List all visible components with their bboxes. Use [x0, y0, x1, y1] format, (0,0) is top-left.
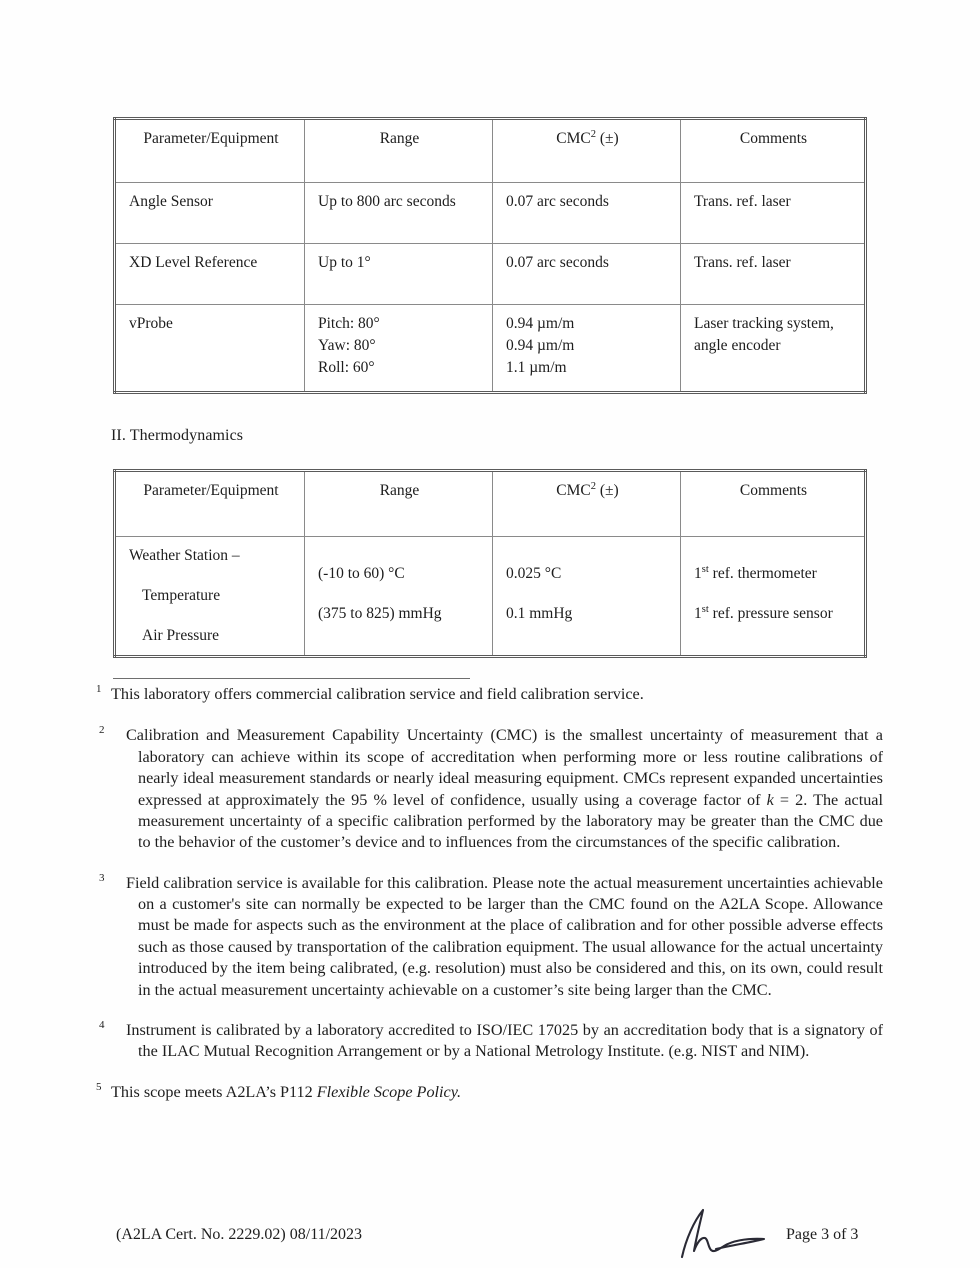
comment-line: Trans. ref. laser [694, 193, 791, 210]
cell-range [305, 305, 493, 393]
cell-cmc [493, 537, 681, 657]
page-footer [0, 1218, 980, 1258]
footnote-2-italic-k: k [766, 790, 774, 809]
certificate-reference: (A2LA Cert. No. 2229.02) 08/11/2023 [116, 1226, 363, 1243]
cmc-line: 0.025 °C [506, 565, 562, 582]
cell-range [305, 183, 493, 244]
footnote-1: 1 This laboratory offers commercial calibration service and field calibration service. [96, 683, 644, 703]
table-row [115, 244, 866, 305]
range-spacer [318, 546, 481, 564]
footnote-separator-rule [113, 678, 470, 679]
range-line: (375 to 825) mmHg [318, 605, 442, 623]
header-comments: Comments [681, 119, 866, 183]
footnotes-section [96, 683, 883, 1103]
cell-range [305, 244, 493, 305]
range-line: Yaw: 80° [318, 337, 376, 355]
footnote-2: 2 Calibration and Measurement Capability Uncertainty (CMC) is the smallest uncertainty of measurement that a laboratory can achieve within its scope of accreditation when performing more or less routine calibrations of nearly ideal measurement standards or nearly ideal measuring equipment. CMCs represent expanded uncertainties expressed at approximately the 95 % level of confidence, usually using a coverage factor of k = 2. The actual measurement uncertainty of a specific calibration performed by the laboratory may be greater than the CMC due to the behavior of the customer’s device and to influences from the circumstances of the specific calibration. [99, 724, 883, 852]
header-cmc-base: CMC [556, 130, 591, 147]
comment-text: ref. pressure sensor [708, 605, 833, 623]
cmc-line: 0.07 arc seconds [506, 254, 609, 271]
cell-comments [681, 183, 866, 244]
header-cmc-tail: (±) [596, 130, 619, 147]
cell-parameter [115, 537, 305, 657]
footnote-3: 3 Field calibration service is available for this calibration. Please note the actual measurement uncertainties achievable on a customer's site can normally be expected to be larger than the CMC found on the A2LA Scope. Allowance must be made for aspects such as the environment at the place of calibration and for other possible adverse effects such as those caused by transportation of the calibration equipment. The usual allowance for the actual uncertainty introduced by the item being calibrated, (e.g. resolution) must also be considered and this, on its own, could result in the actual measurement uncertainty achievable on a customer’s site being larger than the CMC. [99, 871, 883, 999]
header-parameter-equipment: Parameter/Equipment [115, 471, 305, 537]
cell-parameter: vProbe [115, 305, 305, 393]
cmc-line: 0.1 mmHg [506, 605, 573, 623]
header-cmc [493, 119, 681, 183]
comment-ordinal-number: 1 [694, 605, 702, 623]
comment-line [694, 604, 853, 624]
mechanical-scope-table [113, 117, 867, 394]
footnote-4: 4 Instrument is calibrated by a laboratory accredited to ISO/IEC 17025 by an accreditation body that is a signatory of the ILAC Mutual Recognition Arrangement or by a National Metrology Institute. (e.g. NIST and NIM). [99, 1018, 883, 1061]
header-comments: Comments [681, 471, 866, 537]
cell-comments [681, 244, 866, 305]
cell-parameter: XD Level Reference [115, 244, 305, 305]
cmc-spacer [506, 546, 669, 564]
comment-ordinal-suffix: st [701, 563, 709, 575]
weather-station-group-title: Weather Station – [129, 547, 240, 564]
cell-cmc [493, 183, 681, 244]
header-cmc-tail: (±) [596, 482, 619, 499]
page-number: Page 3 of 3 [786, 1226, 859, 1243]
table-row [115, 537, 866, 657]
comment-line: angle encoder [694, 337, 781, 355]
cell-cmc [493, 305, 681, 393]
weather-station-subitem-air-pressure: Air Pressure [142, 627, 220, 645]
footnote-4-text: Instrument is calibrated by a laboratory accredited to ISO/IEC 17025 by an accreditation body that is a signatory of the ILAC Mutual Recognition Arrangement or by a National Metrology Institute. (e.g. NIST and NIM). [126, 1020, 883, 1061]
table-header-row [115, 471, 866, 537]
header-cmc [493, 471, 681, 537]
comment-line [694, 564, 853, 584]
cell-parameter: Angle Sensor [115, 183, 305, 244]
header-cmc-superscript: 2 [590, 480, 596, 492]
comment-ordinal-number: 1 [694, 565, 702, 582]
footnote-2-text-part-a: Calibration and Measurement Capability Uncertainty (CMC) is the smallest uncertainty of measurement that a laboratory can achieve within its scope of accreditation when performing more or less routine calibrations of nearly ideal measurement standards or nearly ideal measuring equipment. CMCs represent expanded uncertainties expressed at approximately the 95 % level of confidence, usually using a coverage factor of [126, 726, 883, 809]
range-line: Roll: 60° [318, 359, 375, 377]
cell-cmc [493, 244, 681, 305]
cell-range [305, 537, 493, 657]
header-parameter-equipment: Parameter/Equipment [115, 119, 305, 183]
footnote-3-text: Field calibration service is available for this calibration. Please note the actual measurement uncertainties achievable on a customer's site can normally be expected to be larger than the CMC found on the A2LA Scope. Allowance must be made for aspects such as the environment at the place of calibration and for other possible adverse effects such as those caused by transportation of the calibration equipment. The usual allowance for the actual uncertainty introduced by the item being calibrated, (e.g. resolution) must also be considered and this, on its own, could result in the actual measurement uncertainty achievable on a customer’s site being larger than the CMC. [126, 873, 883, 999]
header-cmc-superscript: 2 [590, 128, 596, 140]
cell-comments [681, 305, 866, 393]
header-cmc-base: CMC [556, 482, 591, 499]
comments-spacer [694, 546, 853, 564]
cmc-line: 1.1 µm/m [506, 359, 567, 377]
range-line: Up to 1° [318, 254, 371, 271]
table-row [115, 183, 866, 244]
thermodynamics-scope-table [113, 469, 867, 658]
cell-comments [681, 537, 866, 657]
footnote-2-text-part-b: = 2. The actual measurement uncertainty of a specific calibration performed by the laboratory may be greater than the CMC due to the behavior of the customer’s device and to influences from the circumstances of the specific calibration. [138, 790, 883, 852]
range-line: (-10 to 60) °C [318, 565, 405, 582]
weather-station-subitem-temperature: Temperature [142, 587, 221, 605]
header-range: Range [305, 119, 493, 183]
table-header-row [115, 119, 866, 183]
cmc-line: 0.94 µm/m [506, 315, 575, 332]
footnote-5-italic-policy: Flexible Scope Policy. [316, 1082, 462, 1101]
cmc-line: 0.94 µm/m [506, 337, 575, 355]
comment-line: Laser tracking system, [694, 315, 834, 332]
footnote-5: 5 This scope meets A2LA’s P112 Flexible Scope Policy. [96, 1080, 462, 1101]
range-line: Up to 800 arc seconds [318, 193, 456, 210]
footnote-5-text-part-a: This scope meets A2LA’s P112 [111, 1082, 317, 1101]
header-range: Range [305, 471, 493, 537]
table-row [115, 305, 866, 393]
cmc-line: 0.07 arc seconds [506, 193, 609, 210]
comment-ordinal-suffix: st [701, 603, 709, 615]
section-heading-thermodynamics: II. Thermodynamics [111, 427, 244, 444]
range-line: Pitch: 80° [318, 315, 380, 332]
footnote-1-text: This laboratory offers commercial calibration service and field calibration service. [111, 685, 644, 703]
signature-icon [672, 1205, 787, 1261]
comment-line: Trans. ref. laser [694, 254, 791, 271]
comment-text: ref. thermometer [708, 565, 817, 582]
